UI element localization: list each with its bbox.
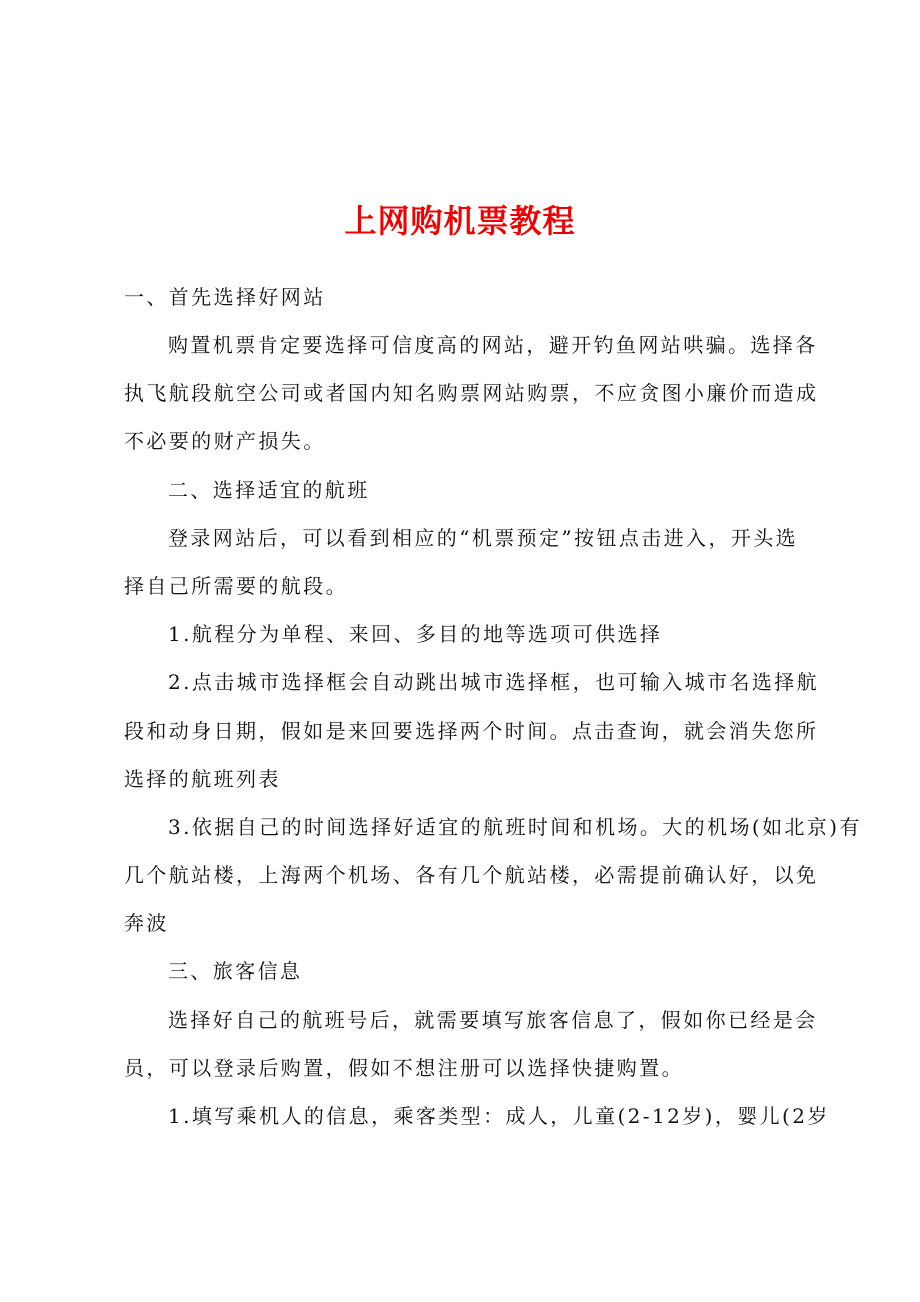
paragraph-line: 购置机票肯定要选择可信度高的网站，避开钓鱼网站哄骗。选择各	[168, 333, 818, 357]
paragraph-line: 选择的航班列表	[124, 767, 281, 791]
list-item: 1.填写乘机人的信息，乘客类型：成人，儿童(2-12岁)，婴儿(2岁	[168, 1104, 830, 1128]
list-item: 1.航程分为单程、来回、多目的地等选项可供选择	[168, 622, 663, 646]
list-item: 3.依据自己的时间选择好适宜的航班时间和机场。大的机场(如北京)有	[168, 815, 862, 839]
document-title: 上网购机票教程	[344, 202, 576, 240]
list-item: 2.点击城市选择框会自动跳出城市选择框，也可输入城市名选择航	[168, 670, 820, 694]
section-heading: 三、旅客信息	[168, 959, 303, 983]
paragraph-line: 段和动身日期，假如是来回要选择两个时间。点击查询，就会消失您所	[124, 719, 819, 743]
paragraph-line: 不必要的财产损失。	[124, 429, 326, 453]
paragraph-line: 几个航站楼，上海两个机场、各有几个航站楼，必需提前确认好，以免	[124, 863, 819, 887]
paragraph-line: 登录网站后，可以看到相应的“机票预定”按钮点击进入，开头选	[168, 526, 799, 550]
paragraph-line: 执飞航段航空公司或者国内知名购票网站购票，不应贪图小廉价而造成	[124, 381, 819, 405]
paragraph-line: 选择好自己的航班号后，就需要填写旅客信息了，假如你已经是会	[168, 1008, 818, 1032]
section-heading: 二、选择适宜的航班	[168, 478, 370, 502]
paragraph-line: 员，可以登录后购置，假如不想注册可以选择快捷购置。	[124, 1056, 684, 1080]
paragraph-line: 择自己所需要的航段。	[124, 574, 348, 598]
paragraph-line: 奔波	[124, 911, 169, 935]
section-heading: 一、首先选择好网站	[124, 285, 326, 309]
